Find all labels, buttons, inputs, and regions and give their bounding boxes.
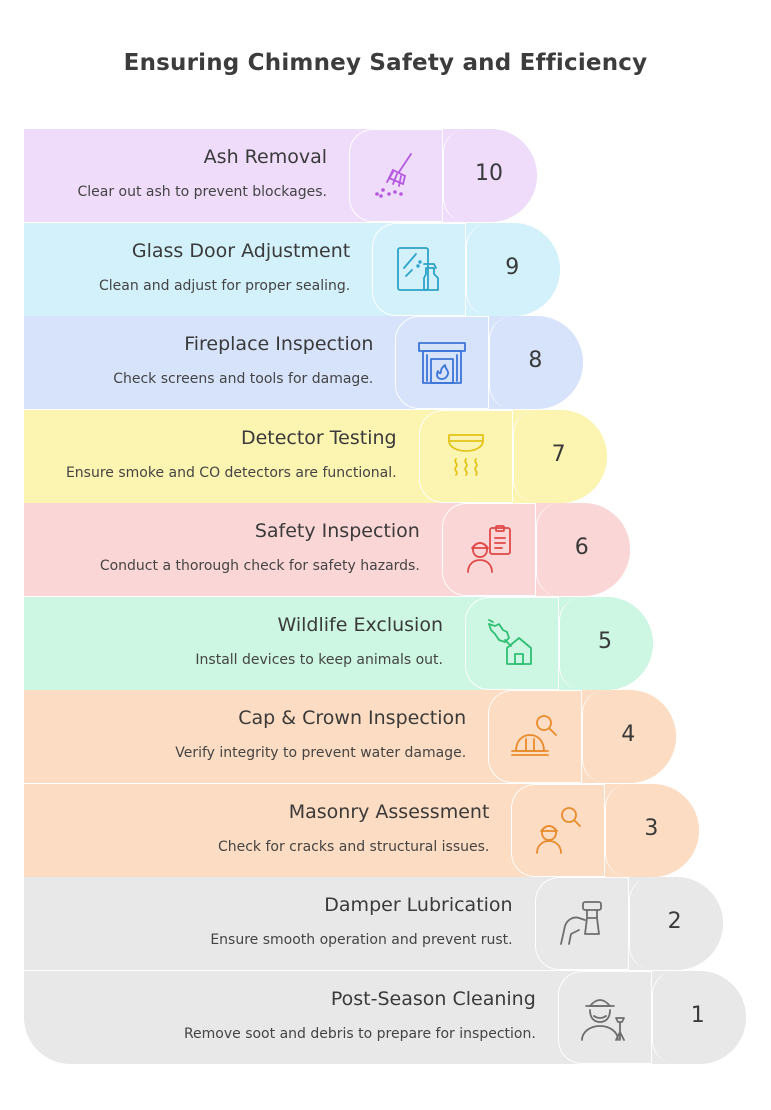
step-number: 6 <box>574 535 589 560</box>
step-heading: Safety Inspection <box>254 520 420 542</box>
house-pest-icon <box>487 618 537 668</box>
step-description: Install devices to keep animals out. <box>195 651 443 668</box>
step-number: 5 <box>598 628 612 654</box>
step-row <box>24 690 676 783</box>
step-row <box>24 503 630 596</box>
step-description: Ensure smooth operation and prevent rust. <box>210 932 513 948</box>
hardhat-search-icon <box>510 711 560 761</box>
step-heading: Glass Door Adjustment <box>131 239 351 262</box>
inspector-clipboard-icon <box>464 524 514 574</box>
step-heading: Detector Testing <box>240 426 397 449</box>
page-title: Ensuring Chimney Safety and Efficiency <box>123 50 648 76</box>
step-heading: Fireplace Inspection <box>184 333 374 355</box>
step-description: Verify integrity to prevent water damage. <box>175 745 467 761</box>
step-number: 1 <box>690 1002 705 1028</box>
step-number: 3 <box>644 815 659 841</box>
worker-search-icon <box>533 805 583 855</box>
smoke-detector-icon <box>441 431 491 481</box>
step-description: Ensure smoke and CO detectors are functional. <box>65 464 397 481</box>
step-row <box>24 316 583 409</box>
step-row <box>24 971 746 1064</box>
step-heading: Post-Season Cleaning <box>330 987 536 1010</box>
step-row <box>24 597 653 690</box>
step-heading: Cap & Crown Inspection <box>238 707 467 729</box>
step-description: Remove soot and debris to prepare for inspection. <box>183 1025 536 1042</box>
step-number: 4 <box>621 722 636 747</box>
step-description: Clear out ash to prevent blockages. <box>77 184 327 200</box>
step-heading: Ash Removal <box>203 146 327 168</box>
step-heading: Wildlife Exclusion <box>277 613 443 636</box>
step-heading: Masonry Assessment <box>288 800 490 823</box>
step-number: 9 <box>505 254 520 280</box>
step-heading: Damper Lubrication <box>324 894 513 916</box>
glass-cleaner-icon <box>394 244 444 294</box>
step-description: Clean and adjust for proper sealing. <box>98 277 351 294</box>
step-description: Check screens and tools for damage. <box>113 371 374 387</box>
rake-icon <box>371 150 421 200</box>
step-row <box>24 784 699 877</box>
step-number: 8 <box>528 348 543 373</box>
step-description: Conduct a thorough check for safety hazards. <box>99 558 420 574</box>
fireplace-icon <box>417 337 467 387</box>
step-row <box>24 877 723 970</box>
spray-can-icon <box>557 898 607 948</box>
step-number: 7 <box>551 441 566 467</box>
step-description: Check for cracks and structural issues. <box>217 838 490 855</box>
step-number: 10 <box>475 161 503 186</box>
step-number: 2 <box>667 909 682 934</box>
step-row <box>24 410 607 503</box>
step-row <box>24 223 560 316</box>
step-row <box>24 129 537 222</box>
chimney-sweep-icon <box>580 992 630 1042</box>
